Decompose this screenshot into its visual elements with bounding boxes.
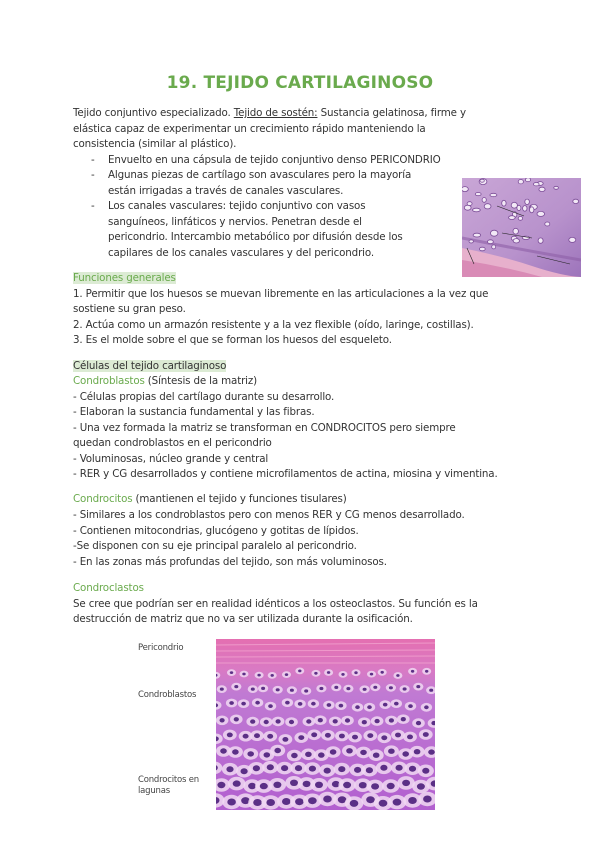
chondrocyte-nucleus <box>408 797 417 804</box>
chondrocyte-nucleus <box>422 768 429 774</box>
chondrocyte-nucleus <box>285 701 290 705</box>
chondrocyte-nucleus <box>389 718 394 722</box>
chondrocyte-nucleus <box>338 766 345 772</box>
chondrocyte-nucleus <box>403 687 407 690</box>
cartilage-micrograph-large <box>216 639 435 810</box>
chondrocyte-nucleus <box>273 782 281 788</box>
intro-line-2: elástica capaz de experimentar un crecimiento rápido manteniendo la <box>73 123 426 135</box>
chondrocyte-nucleus <box>255 701 260 705</box>
cell-lacuna <box>539 187 545 191</box>
tejido-sosten-underlined: Tejido de sostén: <box>233 107 318 119</box>
condroblastos-item: - Elaboran la sustancia fundamental y las fibras. <box>73 406 315 418</box>
chondrocyte-nucleus <box>341 673 344 676</box>
bullet-3-line-1: Los canales vasculares: tejido conjuntivo con vasos <box>108 200 366 212</box>
chondrocyte-nucleus <box>333 719 338 723</box>
cell-lacuna <box>513 239 519 243</box>
chondrocyte-nucleus <box>220 718 225 722</box>
chondrocyte-nucleus <box>381 671 384 674</box>
chondrocyte-nucleus <box>311 732 317 737</box>
cell-lacuna <box>462 187 468 192</box>
chondrocyte-nucleus <box>366 767 373 773</box>
chondrocyte-nucleus <box>359 782 367 788</box>
cell-lacuna <box>569 237 576 242</box>
cell-lacuna <box>538 238 543 243</box>
chondrocyte-nucleus <box>220 748 227 753</box>
chondrocyte-nucleus <box>248 783 256 789</box>
figure-label-condroblastos: Condroblastos <box>138 690 197 700</box>
chondrocyte-nucleus <box>230 671 233 674</box>
intro-line-1 <box>73 106 466 122</box>
condroblastos-subtitle: (Síntesis de la matriz) <box>144 375 258 387</box>
condroclastos-line-1: Se cree que podrían ser en realidad idénticos a los osteoclastos. Su función es la <box>73 598 478 610</box>
chondrocyte-nucleus <box>339 734 345 739</box>
chondrocyte-nucleus <box>229 701 234 705</box>
chondrocyte-nucleus <box>309 766 316 772</box>
chondrocyte-nucleus <box>264 720 269 724</box>
chondrocyte-nucleus <box>383 703 388 707</box>
bullet-2-line-1: Algunas piezas de cartílago son avasculares pero la mayoría <box>108 169 412 181</box>
cell-lacuna <box>480 179 484 182</box>
chondrocyte-nucleus <box>423 796 432 803</box>
chondrocyte-nucleus <box>298 735 304 740</box>
chondrocyte-nucleus <box>243 734 249 739</box>
chondrocyte-nucleus <box>425 670 428 673</box>
cell-lacuna <box>530 207 534 213</box>
cell-lacuna <box>479 247 485 251</box>
chondrocyte-nucleus <box>290 780 298 786</box>
chondrocyte-nucleus <box>389 686 393 689</box>
celulas-heading-text: Células del tejido cartilaginoso <box>73 360 227 372</box>
bullet-1: Envuelto en una cápsula de tejido conjuntivo denso PERICONDRIO <box>108 154 441 166</box>
figure-label-condrocitos-1: Condrocitos en <box>138 775 199 785</box>
chondrocyte-nucleus <box>327 703 332 707</box>
chondrocyte-nucleus <box>402 751 409 756</box>
chondrocyte-nucleus <box>217 782 225 788</box>
chondrocyte-nucleus <box>289 720 294 724</box>
chondrocyte-nucleus <box>285 673 288 676</box>
chondrocyte-nucleus <box>330 749 337 754</box>
cell-lacuna <box>509 216 516 220</box>
cell-lacuna <box>511 202 517 208</box>
chondrocyte-nucleus <box>343 782 351 788</box>
condroblastos-title: Condroblastos <box>73 375 145 387</box>
chondrocyte-nucleus <box>387 783 395 789</box>
chondrocyte-nucleus <box>314 672 317 675</box>
chondrocyte-nucleus <box>318 752 325 757</box>
chondrocyte-nucleus <box>407 735 413 740</box>
chondrocyte-nucleus <box>379 800 388 807</box>
condrocitos-item: - Contienen mitocondrias, glucógeno y gotitas de lípidos. <box>73 525 359 537</box>
chondrocyte-nucleus <box>311 702 316 706</box>
chondrocyte-nucleus <box>395 733 401 738</box>
bullet-3-line-2: sanguíneos, linfáticos y nervios. Penetran desde el <box>108 216 362 228</box>
chondrocyte-nucleus <box>363 688 367 691</box>
chondrocyte-nucleus <box>325 733 331 738</box>
chondrocyte-nucleus <box>268 704 273 708</box>
chondrocyte-nucleus <box>339 704 344 708</box>
chondrocyte-nucleus <box>232 749 239 754</box>
chondrocyte-nucleus <box>303 781 311 787</box>
condroblastos-heading <box>73 374 257 390</box>
chondrocyte-nucleus <box>393 799 402 806</box>
chondrocyte-nucleus <box>290 689 294 692</box>
chondrocyte-nucleus <box>396 674 399 677</box>
chondrocyte-nucleus <box>306 719 311 723</box>
chondrocyte-nucleus <box>428 749 435 754</box>
condrocitos-heading <box>73 492 347 508</box>
bullet-3-line-4: capilares de los canales vasculares y del pericondrio. <box>108 247 374 259</box>
chondrocyte-nucleus <box>319 687 323 690</box>
chondrocyte-nucleus <box>267 764 274 770</box>
chondrocyte-nucleus <box>315 782 323 788</box>
chondrocyte-nucleus <box>318 718 323 722</box>
condroclastos-line-2: destrucción de matriz que no va ser utilizada durante la osificación. <box>73 613 413 625</box>
chondrocyte-nucleus <box>381 735 387 740</box>
condroblastos-item: - Una vez formada la matriz se transforman en CONDROCITOS pero siempre <box>73 422 456 434</box>
chondrocyte-nucleus <box>282 798 291 805</box>
chondrocyte-nucleus <box>226 766 233 772</box>
cell-lacuna <box>484 204 491 209</box>
cell-lacuna <box>464 205 471 210</box>
cell-lacuna <box>523 206 527 212</box>
chondrocyte-nucleus <box>247 751 254 756</box>
chondrocyte-nucleus <box>355 705 360 709</box>
chondrocyte-nucleus <box>370 673 373 676</box>
chondrocyte-nucleus <box>424 705 429 709</box>
chondrocyte-nucleus <box>267 734 273 739</box>
condroclastos-title: Condroclastos <box>73 582 144 594</box>
chondrocyte-nucleus <box>354 671 357 674</box>
chondrocyte-nucleus <box>416 685 420 688</box>
chondrocyte-nucleus <box>402 780 410 786</box>
micrograph-small-image <box>462 178 581 277</box>
funciones-heading-text: Funciones generales <box>73 272 176 284</box>
cell-lacuna <box>469 240 473 243</box>
funcion-2: 2. Actúa como un armazón resistente y a la vez flexible (oído, laringe, costillas). <box>73 319 474 331</box>
condrocitos-subtitle: (mantienen el tejido y funciones tisulares) <box>132 493 347 505</box>
chondrocyte-nucleus <box>401 717 406 721</box>
cell-lacuna <box>488 240 494 244</box>
cell-lacuna <box>525 178 530 182</box>
condroblastos-item-cont: quedan condroblastos en el pericondrio <box>73 437 272 449</box>
chondrocyte-nucleus <box>242 673 245 676</box>
cell-lacuna <box>482 198 486 203</box>
chondrocyte-nucleus <box>373 686 377 689</box>
cell-lacuna <box>467 202 472 206</box>
chondrocyte-nucleus <box>367 733 373 738</box>
intro-text: Tejido conjuntivo especializado. <box>73 107 234 119</box>
chondrocyte-nucleus <box>260 783 268 789</box>
cell-lacuna <box>545 222 550 226</box>
cell-lacuna <box>537 211 545 216</box>
chondrocyte-nucleus <box>295 765 302 771</box>
bullet-3-line-3: pericondrio. Intercambio metabólico por difusión desde los <box>108 231 403 243</box>
chondrocyte-nucleus <box>291 753 298 758</box>
condrocitos-title: Condrocitos <box>73 493 133 505</box>
chondrocyte-nucleus <box>414 749 421 754</box>
chondrocyte-nucleus <box>266 799 275 806</box>
chondrocyte-nucleus <box>271 674 274 677</box>
condroblastos-item: - RER y CG desarrollados y contiene microfilamentos de actina, miosina y vimentina. <box>73 468 498 480</box>
chondrocyte-nucleus <box>346 687 350 690</box>
chondrocyte-nucleus <box>360 750 367 755</box>
chondrocyte-nucleus <box>334 686 338 689</box>
condroblastos-item: - Voluminosas, núcleo grande y central <box>73 453 269 465</box>
chondrocyte-nucleus <box>233 780 241 786</box>
chondrocyte-nucleus <box>251 688 255 691</box>
chondrocyte-nucleus <box>234 685 238 688</box>
chondrocyte-nucleus <box>416 721 421 725</box>
chondrocyte-nucleus <box>417 783 425 789</box>
cell-lacuna <box>573 199 579 203</box>
chondrocyte-nucleus <box>373 753 380 758</box>
chondrocyte-nucleus <box>276 688 280 691</box>
chondrocyte-nucleus <box>396 765 403 771</box>
cell-lacuna <box>502 200 506 206</box>
chondrocyte-nucleus <box>257 674 260 677</box>
chondrocyte-nucleus <box>282 737 288 742</box>
condrocitos-item: -Se disponen con su eje principal paralelo al pericondrio. <box>73 540 357 552</box>
bullet-2-line-2: están irrigadas a través de canales vasculares. <box>108 185 344 197</box>
chondrocyte-nucleus <box>274 748 281 753</box>
chondrocyte-nucleus <box>305 752 312 757</box>
bullet-dash: - <box>91 200 95 212</box>
funcion-1-line-2: sostiene su gran peso. <box>73 303 186 315</box>
page-title: 19. TEJIDO CARTILAGINOSO <box>166 73 434 93</box>
chondrocyte-nucleus <box>264 752 271 757</box>
cell-lacuna <box>475 193 481 196</box>
cell-lacuna <box>473 208 481 212</box>
chondrocyte-nucleus <box>276 719 281 723</box>
chondrocyte-nucleus <box>254 733 260 738</box>
condrocitos-item: - En las zonas más profundas del tejido, son más voluminosos. <box>73 556 387 568</box>
chondrocyte-nucleus <box>375 719 380 723</box>
cell-lacuna <box>534 183 540 186</box>
chondrocyte-nucleus <box>367 705 372 709</box>
chondrocyte-nucleus <box>253 799 262 806</box>
chondrocyte-nucleus <box>354 767 361 773</box>
chondrocyte-nucleus <box>323 796 332 803</box>
chondrocyte-nucleus <box>346 748 353 753</box>
cell-lacuna <box>525 199 530 204</box>
chondrocyte-nucleus <box>423 732 429 737</box>
figure-label-pericondrio: Pericondrio <box>138 643 184 653</box>
chondrocyte-nucleus <box>327 671 330 674</box>
cell-lacuna <box>518 217 522 221</box>
chondrocyte-nucleus <box>380 765 387 771</box>
cell-lacuna <box>491 230 498 236</box>
intro-line-3: consistencia (similar al plástico). <box>73 138 237 150</box>
chondrocyte-nucleus <box>227 733 233 738</box>
condrocitos-item: - Similares a los condroblastos pero con menos RER y CG menos desarrollado. <box>73 509 465 521</box>
figure-label-condrocitos-2: lagunas <box>138 786 170 796</box>
chondrocyte-nucleus <box>345 718 350 722</box>
cell-lacuna <box>492 245 496 249</box>
chondrocyte-nucleus <box>227 799 236 806</box>
chondrocyte-nucleus <box>253 765 260 771</box>
chondrocyte-nucleus <box>350 800 359 807</box>
chondrocyte-nucleus <box>371 783 379 789</box>
bullet-dash: - <box>91 154 95 166</box>
chondrocyte-nucleus <box>409 766 416 772</box>
chondrocyte-nucleus <box>366 796 375 803</box>
chondrocyte-nucleus <box>324 768 331 774</box>
intro-text-cont: Sustancia gelatinosa, firme y <box>317 107 466 119</box>
chondrocyte-nucleus <box>241 768 248 774</box>
chondrocyte-nucleus <box>220 688 224 691</box>
celulas-heading <box>73 359 226 375</box>
cell-lacuna <box>518 180 523 184</box>
chondrocyte-nucleus <box>298 702 303 706</box>
chondrocyte-nucleus <box>429 689 433 692</box>
chondrocyte-nucleus <box>281 765 288 771</box>
chondrocyte-nucleus <box>234 717 239 721</box>
chondrocyte-nucleus <box>352 735 358 740</box>
funcion-1-line-1: 1. Permitir que los huesos se muevan libremente en las articulaciones a la vez que <box>73 288 489 300</box>
cell-lacuna <box>473 233 481 237</box>
chondrocyte-nucleus <box>394 702 399 706</box>
cartilage-micrograph-small <box>462 178 581 277</box>
condroblastos-item: - Células propias del cartílago durante su desarrollo. <box>73 391 335 403</box>
funciones-heading <box>73 271 176 287</box>
chondrocyte-nucleus <box>295 798 304 805</box>
bullet-dash: - <box>91 169 95 181</box>
cell-lacuna <box>490 193 497 196</box>
micrograph-large-image <box>216 639 435 810</box>
chondrocyte-nucleus <box>308 797 317 804</box>
chondrocyte-nucleus <box>241 702 246 706</box>
chondrocyte-nucleus <box>408 704 413 708</box>
chondrocyte-nucleus <box>411 670 414 673</box>
chondrocyte-nucleus <box>362 720 367 724</box>
chondrocyte-nucleus <box>304 689 308 692</box>
cell-lacuna <box>513 228 518 234</box>
chondrocyte-nucleus <box>298 670 301 673</box>
chondrocyte-nucleus <box>250 719 255 723</box>
chondrocyte-nucleus <box>388 749 395 754</box>
funcion-3: 3. Es el molde sobre el que se forman los huesos del esqueleto. <box>73 334 392 346</box>
chondrocyte-nucleus <box>261 687 265 690</box>
cell-lacuna <box>554 186 559 189</box>
